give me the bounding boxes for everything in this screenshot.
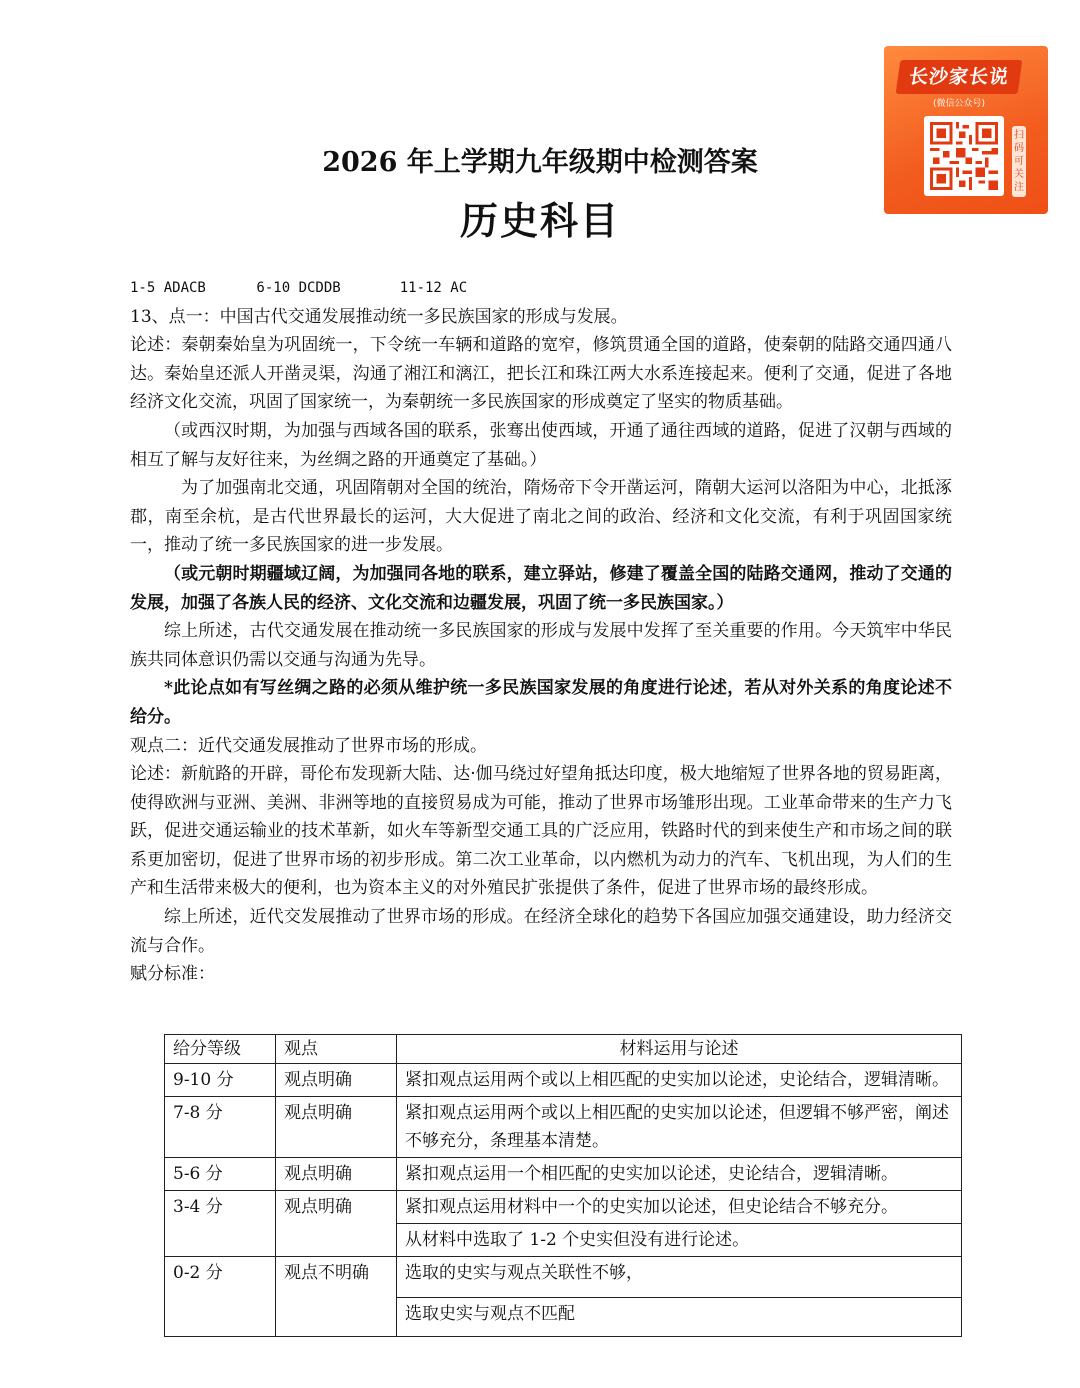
q13-paragraph-qin: 论述：秦朝秦始皇为巩固统一，下令统一车辆和道路的宽窄，修筑贯通全国的道路，使秦朝的陆路交通四通八达。秦始皇还派人开凿灵渠，沟通了湘江和漓江，把长江和珠江两大水系连接起来。便利了交通，促进了各地经济文化交流，巩固了国家统一，为秦朝统一多民族国家的形成奠定了坚实的物质基础。 xyxy=(130,335,952,413)
cell-level: 3-4 分 xyxy=(165,1191,276,1257)
table-header-row xyxy=(165,1035,962,1064)
badge-subtitle: (微信公众号) xyxy=(932,99,986,109)
cell-view: 观点明确 xyxy=(276,1064,397,1097)
q13-summary-2: 综上所述，近代交发展推动了世界市场的形成。在经济全球化的趋势下各国应加强交通建设，助力经济交流与合作。 xyxy=(130,907,952,956)
cell-view: 观点明确 xyxy=(276,1158,397,1191)
q13-paragraph-modern: 论述：新航路的开辟，哥伦布发现新大陆、达·伽马绕过好望角抵达印度，极大地缩短了世界各地的贸易距离，使得欧洲与亚洲、美洲、非洲等地的直接贸易成为可能，推动了世界市场雏形出现。工业革命带来的生产力飞跃，促进交通运输业的技术革新，如火车等新型交通工具的广泛应用，铁路时代的到来使生产和市场之间的联系更加密切，促进了世界市场的初步形成。第二次工业革命，以内燃机为动力的汽车、飞机出现，为人们的生产和生活带来极大的便利，也为资本主义的对外殖民扩张提供了条件，促进了世界市场的最终形成。 xyxy=(130,764,952,899)
header-level: 给分等级 xyxy=(165,1035,276,1064)
q13-point2: 观点二：近代交通发展推动了世界市场的形成。 xyxy=(130,735,487,756)
cell-view: 观点明确 xyxy=(276,1097,397,1158)
document-title: 2026 年上学期九年级期中检测答案 xyxy=(322,147,758,178)
q13-paragraph-sui: 为了加强南北交通，巩固隋朝对全国的统治，隋炀帝下令开凿运河，隋朝大运河以洛阳为中心，北抵涿郡，南至余杭，是古代世界最长的运河，大大促进了南北之间的政治、经济和文化交流，有利于巩固国家统一，推动了统一多民族国家的进一步发展。 xyxy=(130,478,952,556)
q13-paragraph-han: （或西汉时期，为加强与西域各国的联系，张骞出使西域，开通了通往西域的道路，促进了汉朝与西域的相互了解与友好往来，为丝绸之路的开通奠定了基础。） xyxy=(130,420,952,470)
cell-view: 观点明确 xyxy=(276,1191,397,1257)
scoring-table xyxy=(164,1034,962,1337)
cell-view: 观点不明确 xyxy=(276,1257,397,1337)
cell-desc: 选取的史实与观点关联性不够， xyxy=(397,1257,962,1298)
answer-content xyxy=(130,274,952,989)
q13-note: *此论点如有写丝绸之路的必须从维护统一多民族国家发展的角度进行论述，若从对外关系的角度论述不给分。 xyxy=(130,678,952,727)
q13-summary-1: 综上所述，古代交通发展在推动统一多民族国家的形成与发展中发挥了至关重要的作用。今天筑牢中华民族共同体意识仍需以交通与沟通为先导。 xyxy=(130,621,952,670)
badge-title: 长沙家长说 xyxy=(896,60,1023,94)
cell-desc: 紧扣观点运用两个或以上相匹配的史实加以论述，但逻辑不够严密，阐述不够充分，条理基本清楚。 xyxy=(397,1097,962,1158)
cell-level: 7-8 分 xyxy=(165,1097,276,1158)
cell-level: 9-10 分 xyxy=(165,1064,276,1097)
table-row xyxy=(165,1191,962,1224)
table-row xyxy=(165,1097,962,1158)
header-desc: 材料运用与论述 xyxy=(397,1035,962,1064)
table-row xyxy=(165,1257,962,1298)
header-view: 观点 xyxy=(276,1035,397,1064)
q13-paragraph-yuan: （或元朝时期疆域辽阔，为加强同各地的联系，建立驿站，修建了覆盖全国的陆路交通网，推动了交通的发展，加强了各族人民的经济、文化交流和边疆发展，巩固了统一多民族国家。） xyxy=(130,563,952,613)
table-row xyxy=(165,1158,962,1191)
cell-desc: 从材料中选取了 1-2 个史实但没有进行论述。 xyxy=(397,1224,962,1257)
badge-side-text: 扫码可关注 xyxy=(1012,126,1026,197)
cell-desc: 紧扣观点运用材料中一个的史实加以论述，但史论结合不够充分。 xyxy=(397,1191,962,1224)
cell-level: 5-6 分 xyxy=(165,1158,276,1191)
table-row xyxy=(165,1064,962,1097)
scoring-label: 赋分标准： xyxy=(130,964,215,985)
cell-desc: 紧扣观点运用两个或以上相匹配的史实加以论述，史论结合，逻辑清晰。 xyxy=(397,1064,962,1097)
cell-desc: 紧扣观点运用一个相匹配的史实加以论述，史论结合，逻辑清晰。 xyxy=(397,1158,962,1191)
subject-title: 历史科目 xyxy=(459,198,620,243)
cell-level: 0-2 分 xyxy=(165,1257,276,1337)
choice-answers: 1-5 ADACB 6-10 DCDDB 11-12 AC xyxy=(130,280,468,296)
q13-point1: 13、点一：中国古代交通发展推动统一多民族国家的形成与发展。 xyxy=(130,306,628,327)
wechat-badge xyxy=(884,46,1048,214)
cell-desc: 选取史实与观点不匹配 xyxy=(397,1298,962,1337)
